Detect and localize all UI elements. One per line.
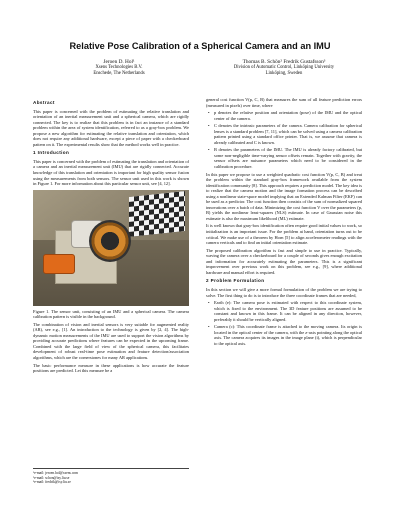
introduction-heading: 1 Introduction (33, 150, 70, 156)
right-column (206, 97, 362, 348)
author-location: Enschede, The Netherlands (93, 71, 145, 76)
intro-paragraph: The basic performance measure in these applications is how accurate the feature positions are predicted. Let this measure be a (33, 362, 189, 374)
intro-paragraph: The combination of vision and inertial sensors is very suitable for augmented reality (AR), see e.g., [1]. An introduction to the technology is given by [2, 4]. The high-dynamic motion measurements of the IMU are used to support the vision algorithms by providing accurate predictions where features can be expected in the upcoming frame. Combined with the large field of view of the spherical camera, this facilitates development of robust real-time pose estimation and feature detection/association algorithms, which are the cornerstones for many AR applications. (33, 321, 189, 361)
footnote: ²e-mail: schon@isy.liu.se (33, 475, 70, 480)
author-block-1 (48, 59, 190, 77)
body-paragraph: In this paper we propose to use a weighted quadratic cost function V(p, C, B) and treat the problem within the standard gray-box framework available from the system identification community [8]. This approach requires a prediction model. The key idea is to realize that the camera motion and the image formation process can be described using a nonlinear state-space model implying that an Extended Kalman Filter (EKF) can be used as a predictor. The cost function then consists of the sum of normalized squared innovations over a batch of data. Minimizing the cost function V over the parameters (p, B) yields the nonlinear least-squares (NLS) estimate. In case of Gaussian noise this estimate is also the maximum likelihood (ML) estimate. (206, 171, 362, 221)
bullet-item: • Camera (c): This coordinate frame is attached to the moving camera. Its origin is located in the optical center of the camera, with the z-axis pointing along the optical axis. The camera acquires its images in the image plane (i), which is perpendicular to the optical axis. (206, 324, 362, 346)
sensor-unit-photo (33, 190, 189, 306)
author-location: Linköping, Sweden (265, 71, 303, 76)
bullet-item: • B denotes the parameters of the IMU. The IMU is already factory calibrated, but some non-negligible time-varying sensor offsets remain. Together with gravity, the sensor offsets are nuisance parameters which need to be considered in the calibration procedure. (206, 147, 362, 169)
author-name: Thomas B. Schön² Fredrik Gustafsson³ (242, 59, 326, 65)
author-name: Jeroen D. Hol¹ (103, 59, 135, 65)
author-affiliation: Xsens Technologies B.V. (95, 65, 143, 70)
footnote: ³e-mail: fredrik@isy.liu.se (33, 480, 71, 485)
author-affiliation: Division of Automatic Control, Linköping University (233, 65, 335, 70)
body-paragraph: The proposed calibration algorithm is fast and simple to use in practice. Typically, waving the camera over a checkerboard for a couple of seconds gives enough excitation and information for accurately estimating the parameters. This is a significant improvement over previous work on this problem, see e.g., [9], where additional hardware and manual effort is required. (206, 247, 362, 275)
footnotes (33, 468, 189, 485)
author-block-2 (206, 59, 362, 77)
figure-caption: Figure 1. The sensor unit, consisting of an IMU and a spherical camera. The camera calibration pattern is visible in the background. (33, 308, 189, 320)
bullet-item: • Earth (e): The camera pose is estimated with respect to this coordinate system, which is fixed to the environment. The 3D feature positions are assumed to be constant and known in this frame. It can be aligned in any direction, however, preferably it should be vertically aligned. (206, 300, 362, 322)
imu-sensor (43, 254, 75, 274)
section-2-intro: In this section we will give a more formal formulation of the problem we are trying to solve. The first thing to do is to introduce the three coordinate frames that are needed, (206, 286, 362, 298)
body-paragraph: It is well known that gray-box identification often require good initial values to work, so initialization is an important issue. For the problem at hand, orientation turns out to be critical. We make use of a theorem by Horn [5] to align accelerometer readings with the camera verticals and to find an initial orientation estimate. (206, 223, 362, 246)
abstract-text: This paper is concerned with the problem of estimating the relative translation and orientation of an inertial measurement unit and a spherical camera, which are rigidly connected. The key is to realize that this problem is in fact an instance of a standard problem within the area of system identification, referred to as a gray-box problem. We propose a new algorithm for estimating the relative translation and orientation, which does not require any additional hardware, except a piece of paper with a checkerboard pattern on it. The experimental results show that the method works well in practice. (33, 108, 189, 147)
left-column (33, 97, 189, 376)
spherical-lens (89, 220, 131, 262)
bullet-item: • p denotes the relative position and orientation (pose) of the IMU and the optical center of the camera. (206, 110, 362, 121)
checkerboard-pattern (129, 191, 185, 237)
footnote: ¹e-mail: jeroen.hol@xsens.com (33, 471, 79, 475)
section-2-heading: 2 Problem Formulation (206, 278, 265, 284)
abstract-heading: Abstract (33, 100, 55, 105)
paper-title: Relative Pose Calibration of a Spherical Camera and an IMU (69, 41, 331, 51)
intro-paragraph: This paper is concerned with the problem of estimating the translation and orientation of a camera and an inertial measurement unit (IMU) that are rigidly connected. Accurate knowledge of this translation and orientation is important for high quality sensor fusion using the measurements from both sensors. The sensor unit used in this work is shown in Figure 1. For more information about this particular sensor unit, see [4, 12]. (33, 158, 189, 187)
intro-continued: general cost function V(p, C, B) that measures the sum of all feature prediction errors (measured in pixels) over time, where (206, 97, 362, 108)
bullet-item: • C denotes the intrinsic parameters of the camera. Camera calibration for spherical lenses is a standard problem [7, 11], which can be solved using a camera calibration pattern printed using a standard office printer. That is, we assume that camera is already calibrated and C is known. (206, 123, 362, 145)
